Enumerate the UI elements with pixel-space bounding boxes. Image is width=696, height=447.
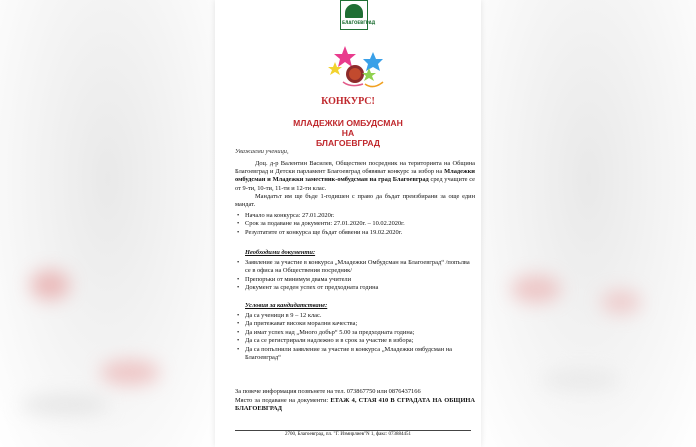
contest-subtitle bbox=[215, 118, 481, 148]
list-item: • Да са ученици в 9 – 12 клас. bbox=[235, 312, 475, 320]
documents-list bbox=[235, 259, 475, 293]
list-item: • Документ за среден успех от предходната година bbox=[235, 284, 475, 292]
intro-paragraph bbox=[235, 160, 475, 193]
logo-text: БЛАГОЕВГРАД bbox=[342, 20, 376, 25]
dates-list bbox=[235, 212, 475, 237]
list-item: • Да притежават високи морални качества; bbox=[235, 320, 475, 328]
list-item: • Начало на конкурса: 27.01.2020г. bbox=[235, 212, 475, 220]
footer-address: 2700, Благоевград, пл. "Г. Измирлиев"N 1, факс: 073884451 bbox=[284, 432, 411, 437]
list-item: • Препоръки от минимум двама учители bbox=[235, 276, 475, 284]
intro-text: Доц. д-р Валентин Василев, Обществен посредник на територията на Община Благоевград и Детски парламент Благоевград обявяват конкурс за избор на bbox=[235, 160, 475, 176]
subtitle-line: НА bbox=[341, 128, 355, 138]
municipality-logo bbox=[340, 0, 376, 30]
mandate-paragraph: Мандатът им ще бъде 1-годишен с право да бъдат преизбирани за още един мандат. bbox=[235, 193, 475, 209]
contact-info: За повече информация позвънете на тел. 073867750 или 0876437166 bbox=[235, 388, 421, 395]
submission-location: ЕТАЖ 4, СТАЯ 410 В СГРАДАТА НА ОБЩИНА БЛАГОЕВГРАД bbox=[235, 397, 475, 413]
intro-text-end: сред учащите се от 9-ти, 10-ти, 11-ти и 12-ти клас. bbox=[235, 176, 475, 192]
blurred-background-right bbox=[481, 0, 696, 447]
list-item: • Резултатите от конкурса ще бъдат обявени на 19.02.2020г. bbox=[235, 229, 475, 237]
list-item: • Да са попълнили заявление за участие в конкурса „Младежки омбудсман на Благоевград“ bbox=[235, 346, 475, 363]
intro-highlight: Младежки омбудсман и Младежки заместник-омбудсман на град Благоевград bbox=[235, 168, 475, 184]
list-item: • Срок за подаване на документи: 27.01.2020г. – 10.02.2020г. bbox=[235, 220, 475, 228]
blurred-background-left bbox=[0, 0, 215, 447]
submission-label: Място за подаване на документи: bbox=[235, 397, 331, 404]
document-page bbox=[215, 0, 481, 447]
list-item: • Да имат успех над „Много добър“ 5.00 за предходната година; bbox=[235, 329, 475, 337]
subtitle-line: МЛАДЕЖКИ ОМБУДСМАН bbox=[293, 118, 403, 128]
contest-title: КОНКУРС! bbox=[321, 96, 375, 107]
documents-heading: Необходими документи: bbox=[245, 249, 316, 256]
greeting: Уважаеми ученици, bbox=[235, 148, 289, 155]
party-stars-clipart bbox=[325, 44, 395, 92]
list-item: • Да са се регистрирали надлежно и в срок за участие в избора; bbox=[235, 337, 475, 345]
conditions-list bbox=[235, 312, 475, 362]
conditions-heading: Условия за кандидатстване: bbox=[245, 302, 328, 309]
footer-divider bbox=[235, 430, 471, 431]
subtitle-line: БЛАГОЕВГРАД bbox=[315, 138, 381, 148]
list-item: • Заявление за участие в конкурса „Младежки Омбудсман на Благоевград“ /попълва се в офиса на Обществения посредник/ bbox=[235, 259, 475, 276]
submission-place bbox=[235, 397, 475, 413]
